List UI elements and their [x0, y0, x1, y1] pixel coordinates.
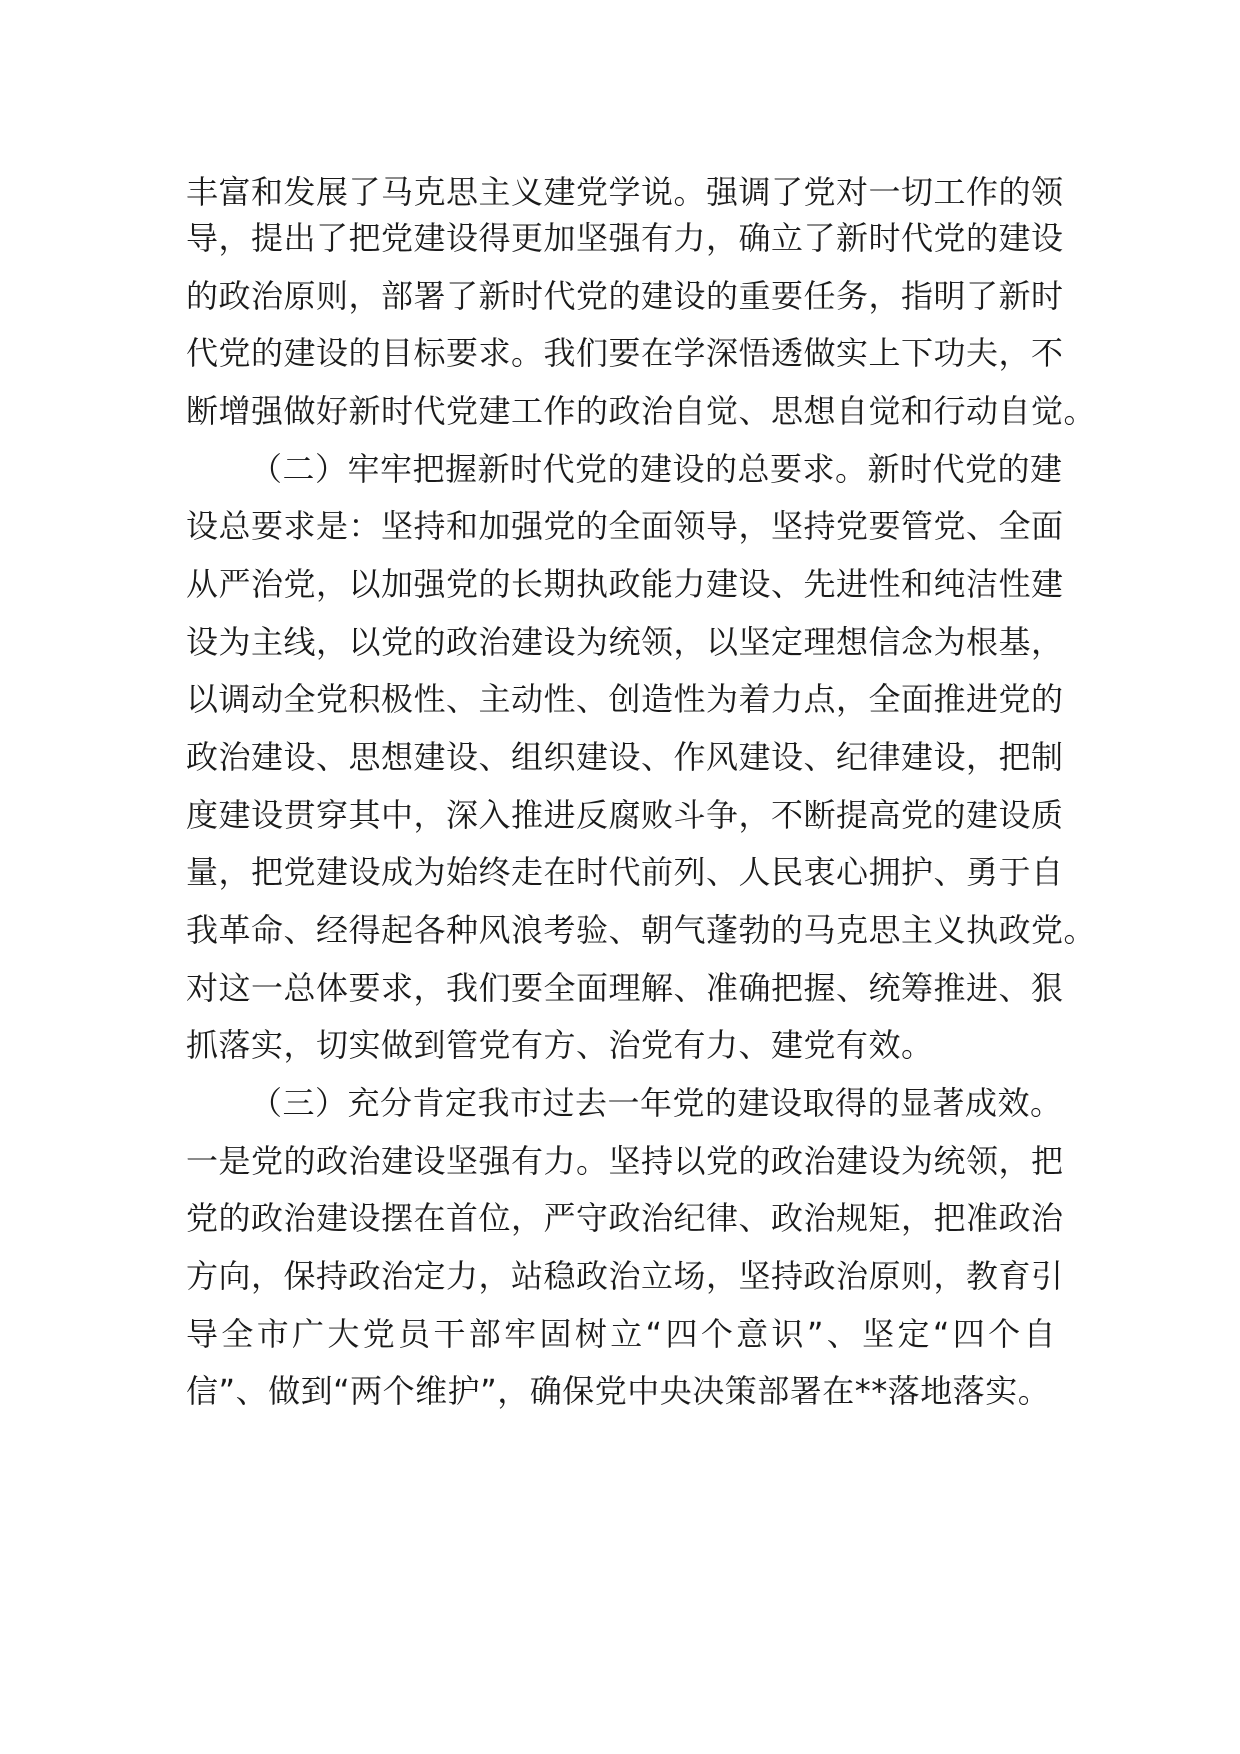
- text-line: 设为主线，以党的政治建设为统领，以坚定理想信念为根基，: [186, 623, 1064, 661]
- text-line: 抓落实，切实做到管党有方、治党有力、建党有效。: [186, 1026, 934, 1064]
- text-line: 导，提出了把党建设得更加坚强有力，确立了新时代党的建设: [186, 219, 1064, 257]
- text-line: 方向，保持政治定力，站稳政治立场，坚持政治原则，教育引: [186, 1257, 1064, 1295]
- text-line: 度建设贯穿其中，深入推进反腐败斗争，不断提高党的建设质: [186, 796, 1064, 834]
- text-line: 设总要求是：坚持和加强党的全面领导，坚持党要管党、全面: [186, 507, 1064, 545]
- text-line: 以调动全党积极性、主动性、创造性为着力点，全面推进党的: [186, 680, 1064, 718]
- text-line: 丰富和发展了马克思主义建党学说。强调了党对一切工作的领: [186, 173, 1064, 211]
- text-line: 对这一总体要求，我们要全面理解、准确把握、统筹推进、狠: [186, 969, 1064, 1007]
- text-line: 导全市广大党员干部牢固树立“四个意识”、坚定“四个自: [186, 1315, 1056, 1353]
- text-line: 量，把党建设成为始终走在时代前列、人民衷心拥护、勇于自: [186, 853, 1064, 891]
- text-line: 代党的建设的目标要求。我们要在学深悟透做实上下功夫，不: [186, 334, 1064, 372]
- text-line: 政治建设、思想建设、组织建设、作风建设、纪律建设，把制: [186, 738, 1064, 776]
- text-line: 从严治党，以加强党的长期执政能力建设、先进性和纯洁性建: [186, 565, 1064, 603]
- section-heading-line: （二）牢牢把握新时代党的建设的总要求。新时代党的建: [250, 450, 1063, 488]
- text-line: 我革命、经得起各种风浪考验、朝气蓬勃的马克思主义执政党。: [186, 911, 1097, 949]
- section-heading-line: （三）充分肯定我市过去一年党的建设取得的显著成效。: [250, 1084, 1063, 1122]
- text-line: 断增强做好新时代党建工作的政治自觉、思想自觉和行动自觉。: [186, 392, 1097, 430]
- text-line: 信”、做到“两个维护”，确保党中央决策部署在**落地落实。: [186, 1372, 1051, 1410]
- text-line: 一是党的政治建设坚强有力。坚持以党的政治建设为统领，把: [186, 1142, 1064, 1180]
- text-line: 党的政治建设摆在首位，严守政治纪律、政治规矩，把准政治: [186, 1199, 1064, 1237]
- text-line: 的政治原则，部署了新时代党的建设的重要任务，指明了新时: [186, 277, 1064, 315]
